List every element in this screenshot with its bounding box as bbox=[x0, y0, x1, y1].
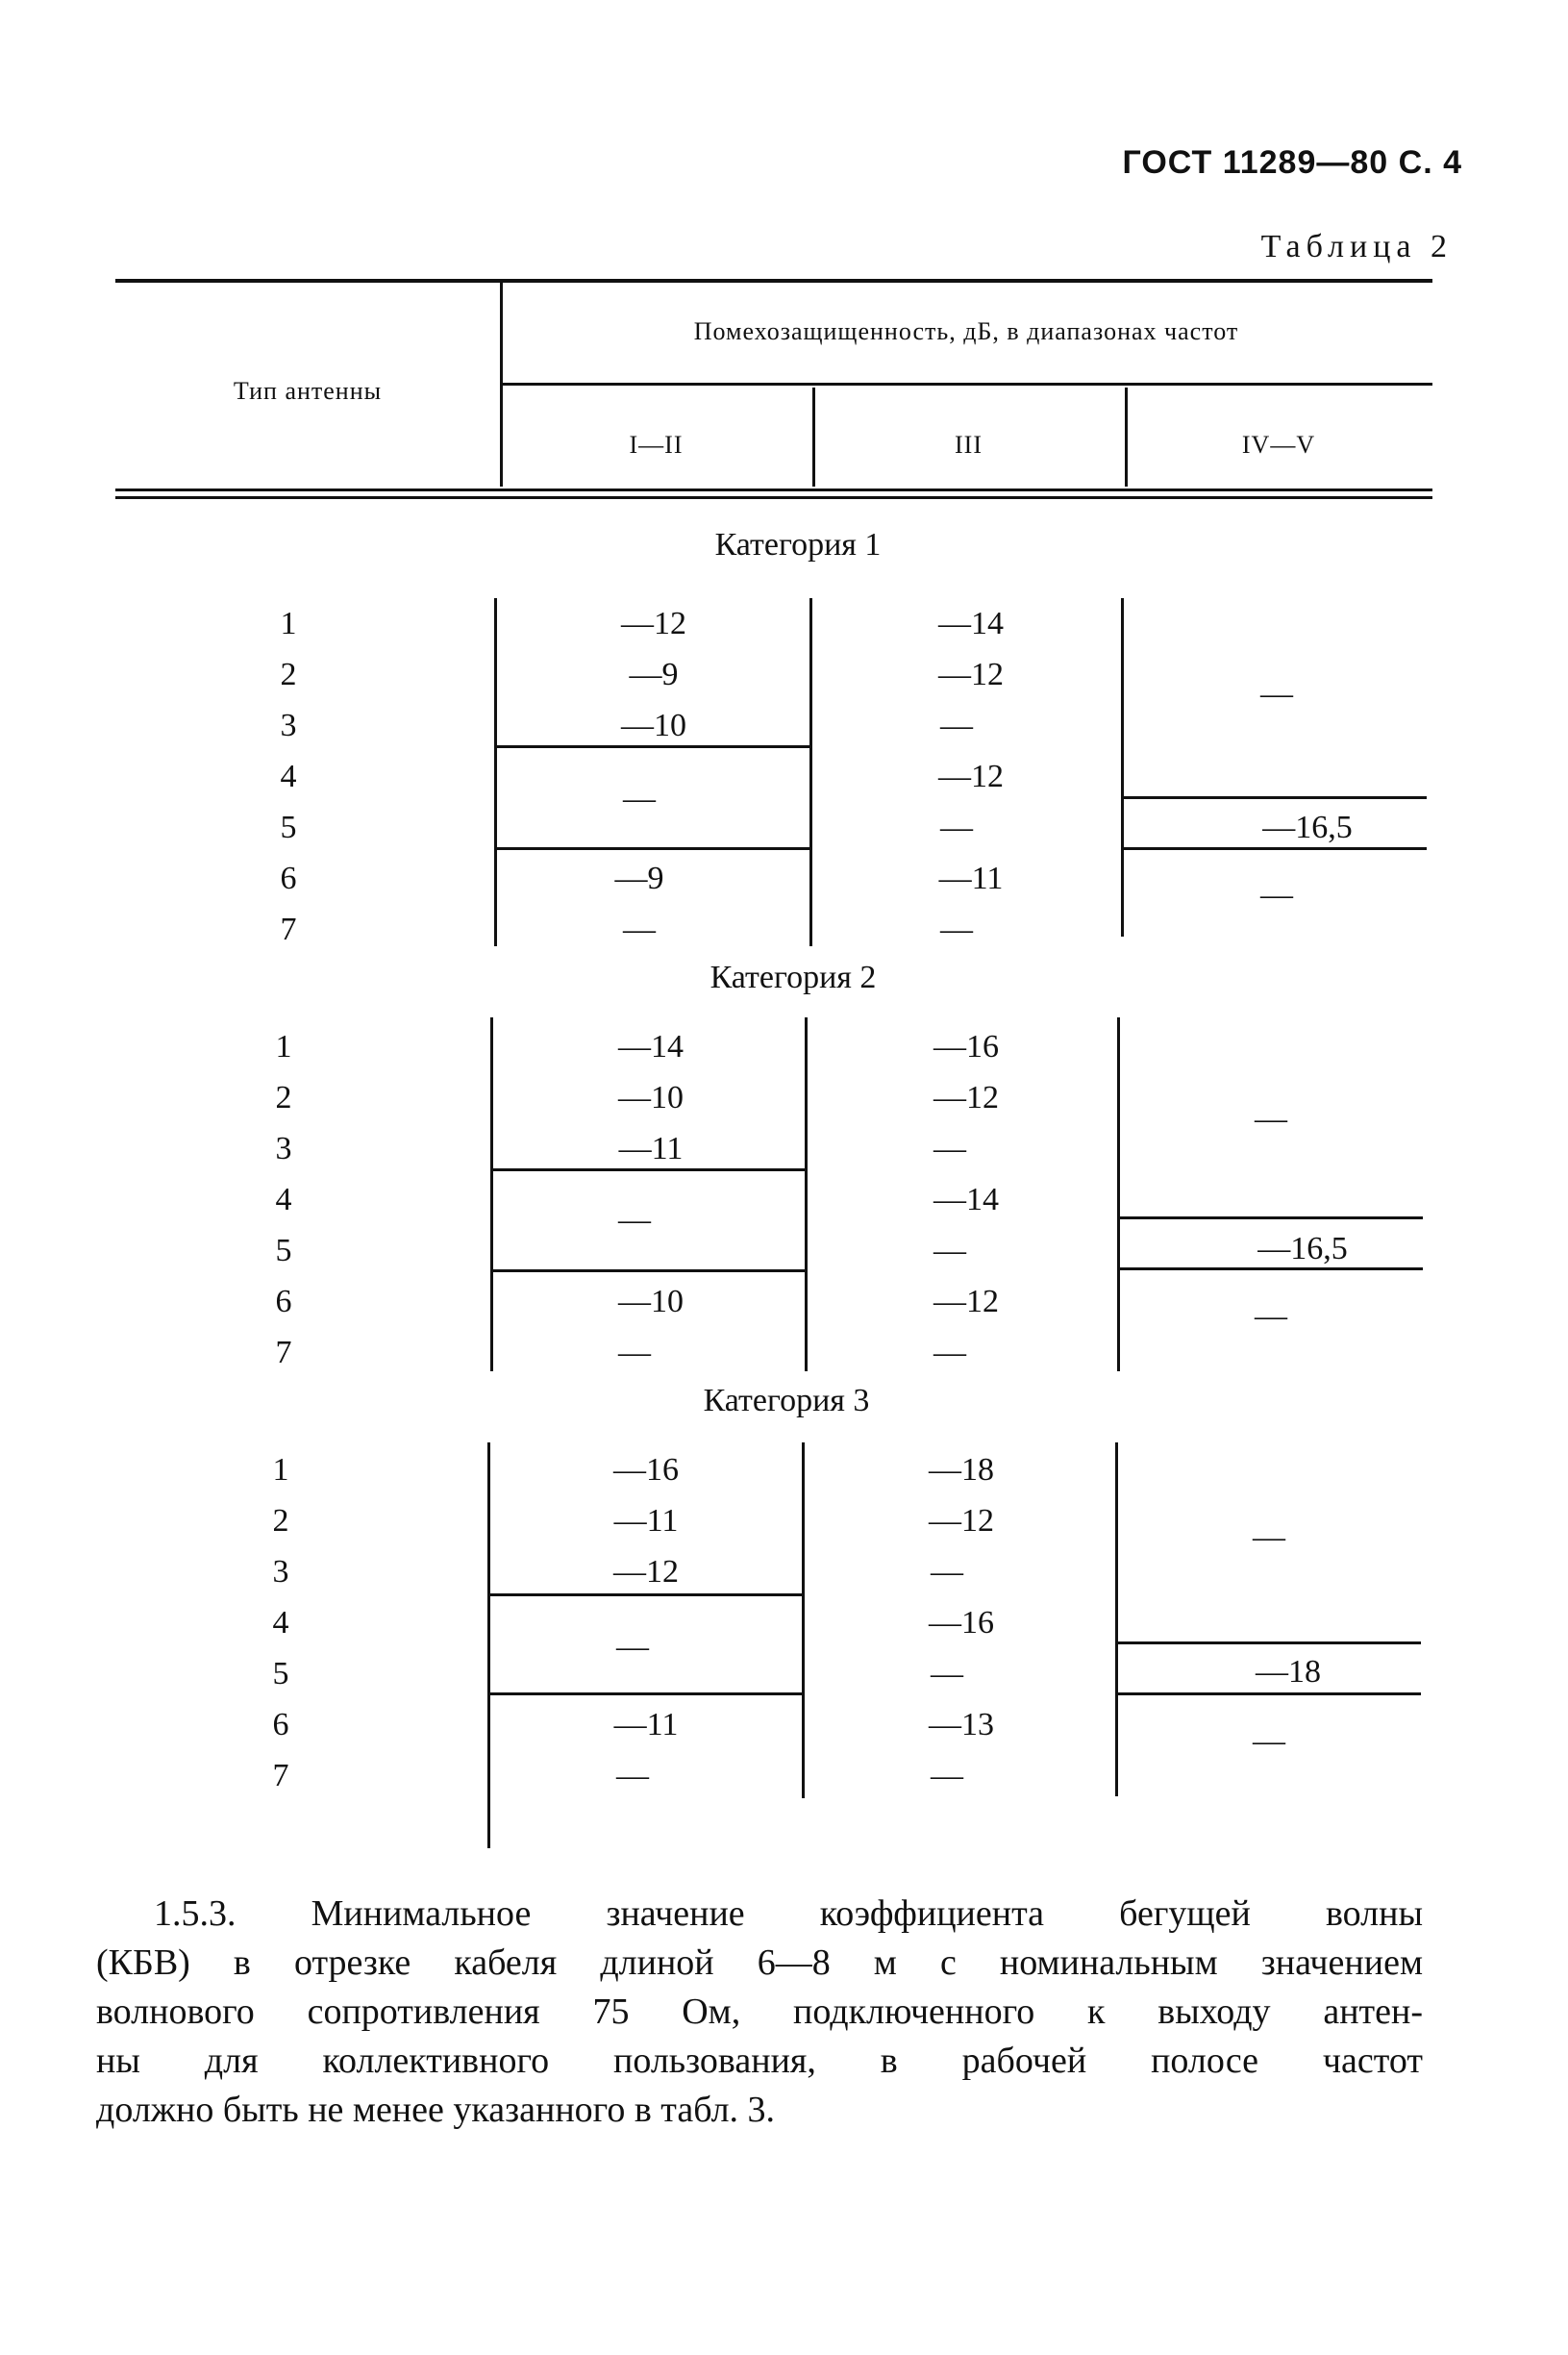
cell-band2: —12 bbox=[938, 657, 1004, 692]
cell-band2: — bbox=[931, 1758, 963, 1793]
category-title: Категория 2 bbox=[709, 960, 877, 995]
cell-band2: —18 bbox=[929, 1452, 994, 1488]
cell-band1: —11 bbox=[618, 1131, 684, 1166]
page-header: ГОСТ 11289—80 С. 4 bbox=[1122, 144, 1462, 181]
cat3-rule-b1-a bbox=[490, 1593, 802, 1596]
cat1-rule-b1-a bbox=[497, 745, 809, 748]
cat1-rule-b3-b bbox=[1124, 847, 1427, 850]
paragraph-line: ны для коллективного пользования, в рабочей полосе частот bbox=[96, 2041, 1423, 2081]
cell-band1: —11 bbox=[613, 1503, 679, 1539]
paragraph-line: (КБВ) в отрезке кабеля длиной 6—8 м с номинальным значением bbox=[96, 1942, 1423, 1983]
cell-band1: —10 bbox=[621, 708, 686, 743]
cell-band2: —12 bbox=[929, 1503, 994, 1539]
paragraph-line: должно быть не менее указанного в табл. 3. bbox=[96, 2090, 776, 2130]
cell-band2: —12 bbox=[933, 1080, 999, 1115]
cell-band2: —16 bbox=[933, 1029, 999, 1065]
cell-band3: — bbox=[1260, 877, 1293, 913]
cell-band1: — bbox=[623, 912, 656, 947]
cat3-vline-2 bbox=[802, 1442, 805, 1798]
cat1-rule-b3-a bbox=[1124, 796, 1427, 799]
category-title: Категория 1 bbox=[714, 527, 882, 563]
row-number: 3 bbox=[272, 1554, 289, 1590]
table-header-double-rule-2 bbox=[115, 496, 1432, 499]
cell-band2: — bbox=[940, 810, 973, 845]
row-number: 3 bbox=[275, 1131, 292, 1166]
cat1-vline-2 bbox=[809, 598, 812, 946]
band-header-1: I—II bbox=[629, 431, 684, 459]
row-number: 4 bbox=[272, 1605, 289, 1641]
cat2-vline-1 bbox=[490, 1017, 493, 1371]
cat2-rule-b3-b bbox=[1120, 1267, 1423, 1270]
cell-band2: — bbox=[933, 1335, 966, 1370]
cell-band1: — bbox=[618, 1202, 651, 1238]
cat2-vline-3 bbox=[1117, 1017, 1120, 1371]
row-number: 2 bbox=[280, 657, 297, 692]
row-number: 7 bbox=[275, 1335, 292, 1370]
cell-band2: —14 bbox=[933, 1182, 999, 1217]
cat2-rule-b1-a bbox=[493, 1168, 805, 1171]
row-number: 7 bbox=[272, 1758, 289, 1793]
cat1-rule-b1-b bbox=[497, 847, 809, 850]
row-number: 5 bbox=[275, 1233, 292, 1268]
band-header-3: IV—V bbox=[1241, 431, 1316, 459]
cell-band2: —13 bbox=[929, 1707, 994, 1742]
cell-band1: —9 bbox=[614, 861, 664, 896]
cell-band1: —11 bbox=[613, 1707, 679, 1742]
cat2-rule-b3-a bbox=[1120, 1216, 1423, 1219]
row-number: 6 bbox=[272, 1707, 289, 1742]
cell-band2: — bbox=[931, 1554, 963, 1590]
cat3-vline-3 bbox=[1115, 1442, 1118, 1796]
cell-band2: — bbox=[933, 1233, 966, 1268]
table-top-rule bbox=[115, 279, 1432, 283]
cell-band1: —16 bbox=[613, 1452, 679, 1488]
cell-band3: —16,5 bbox=[1262, 810, 1353, 845]
cat3-rule-b1-b bbox=[490, 1692, 802, 1695]
cat2-rule-b1-b bbox=[493, 1269, 805, 1272]
cell-band3: —16,5 bbox=[1257, 1231, 1348, 1266]
cat1-vline-3 bbox=[1121, 598, 1124, 937]
paragraph-line: волнового сопротивления 75 Ом, подключенного к выходу антен- bbox=[96, 1992, 1423, 2032]
band-header-2: III bbox=[955, 431, 983, 459]
cat3-rule-b3-b bbox=[1118, 1692, 1421, 1695]
cell-band1: — bbox=[616, 1758, 649, 1793]
cell-band2: —11 bbox=[938, 861, 1004, 896]
cell-band3: — bbox=[1260, 676, 1293, 712]
category-title: Категория 3 bbox=[703, 1383, 870, 1418]
cell-band1: — bbox=[623, 781, 656, 816]
row-number: 5 bbox=[272, 1656, 289, 1691]
cell-band1: —10 bbox=[618, 1080, 684, 1115]
cell-band2: —16 bbox=[929, 1605, 994, 1641]
row-number: 1 bbox=[272, 1452, 289, 1488]
table-label: Таблица 2 bbox=[1260, 229, 1453, 264]
cat2-vline-2 bbox=[805, 1017, 808, 1371]
row-number: 4 bbox=[275, 1182, 292, 1217]
cell-band2: —14 bbox=[938, 606, 1004, 641]
paragraph-line: 1.5.3. Минимальное значение коэффициента бегущей волны bbox=[154, 1893, 1423, 1934]
cat3-rule-b3-a bbox=[1118, 1641, 1421, 1644]
cell-band3: — bbox=[1255, 1298, 1287, 1334]
row-number: 2 bbox=[272, 1503, 289, 1539]
cell-band3: — bbox=[1253, 1519, 1285, 1555]
cell-band3: — bbox=[1253, 1723, 1285, 1759]
cell-band1: —12 bbox=[613, 1554, 679, 1590]
row-number: 1 bbox=[280, 606, 297, 641]
col-type-header: Тип антенны bbox=[233, 377, 383, 405]
cell-band1: — bbox=[616, 1629, 649, 1665]
cat3-vline-1 bbox=[487, 1442, 490, 1848]
row-number: 4 bbox=[280, 759, 297, 794]
cell-band3: —18 bbox=[1256, 1654, 1321, 1690]
row-number: 6 bbox=[280, 861, 297, 896]
cell-band1: —9 bbox=[629, 657, 679, 692]
cell-band1: — bbox=[618, 1335, 651, 1370]
cat1-vline-1 bbox=[494, 598, 497, 946]
row-number: 3 bbox=[280, 708, 297, 743]
cell-band2: — bbox=[940, 912, 973, 947]
cell-band1: —14 bbox=[618, 1029, 684, 1065]
header-sub-rule bbox=[500, 383, 1432, 386]
table-header-double-rule-1 bbox=[115, 489, 1432, 491]
cell-band2: — bbox=[940, 708, 973, 743]
row-number: 1 bbox=[275, 1029, 292, 1065]
cell-band1: —10 bbox=[618, 1284, 684, 1319]
cell-band2: — bbox=[931, 1656, 963, 1691]
col-group-header: Помехозащищенность, дБ, в диапазонах частот bbox=[693, 317, 1239, 345]
row-number: 5 bbox=[280, 810, 297, 845]
cell-band2: — bbox=[933, 1131, 966, 1166]
row-number: 7 bbox=[280, 912, 297, 947]
cell-band1: —12 bbox=[621, 606, 686, 641]
body-paragraph bbox=[96, 1890, 1423, 2135]
row-number: 6 bbox=[275, 1284, 292, 1319]
cell-band2: —12 bbox=[933, 1284, 999, 1319]
cell-band3: — bbox=[1255, 1101, 1287, 1137]
row-number: 2 bbox=[275, 1080, 292, 1115]
cell-band2: —12 bbox=[938, 759, 1004, 794]
